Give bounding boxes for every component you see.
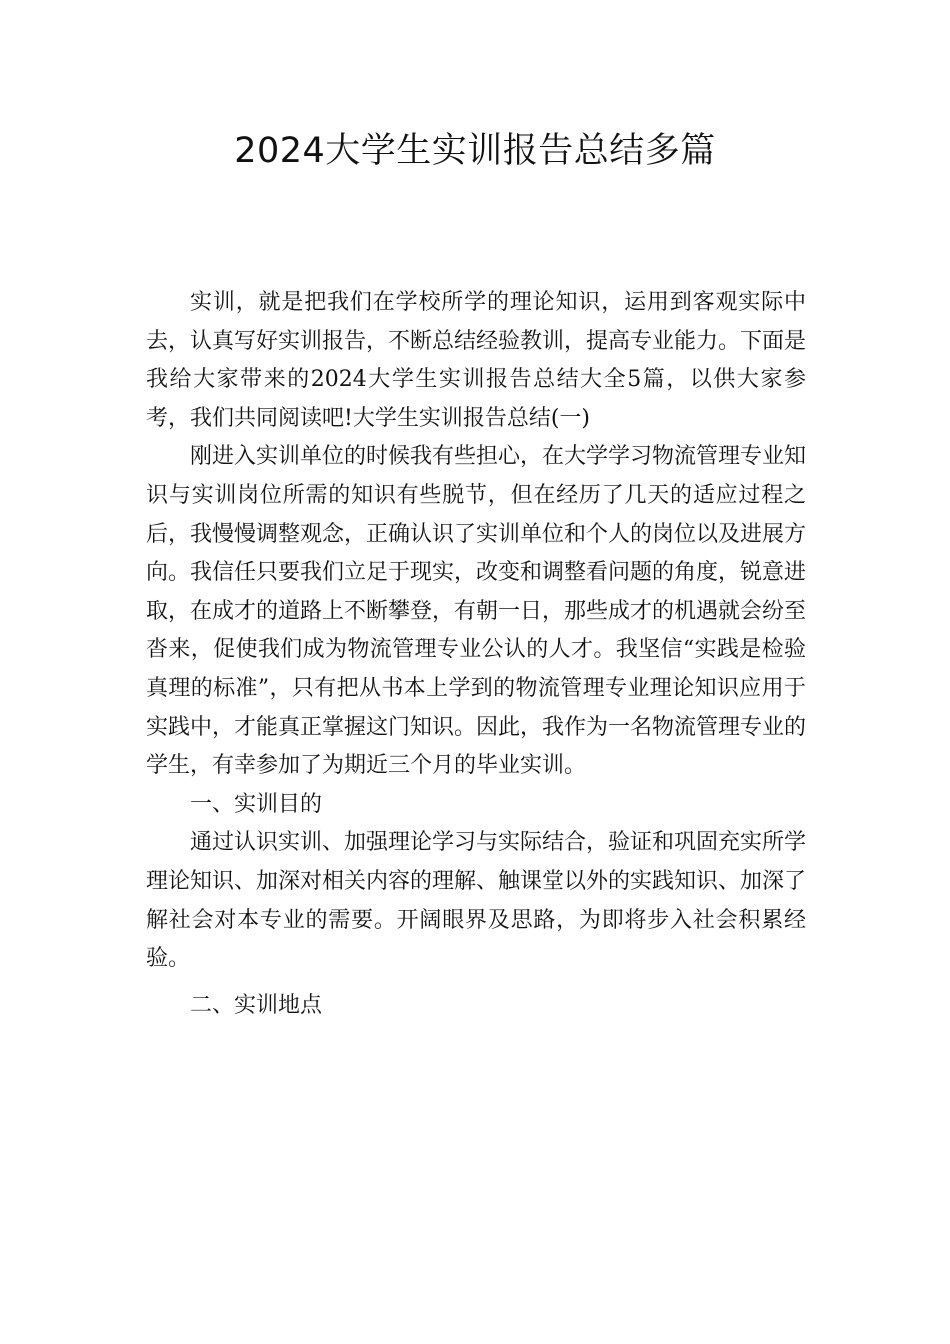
document-title: 2024大学生实训报告总结多篇 (234, 131, 716, 171)
document-body (146, 284, 806, 1025)
paragraph-intro: 实训，就是把我们在学校所学的理论知识，运用到客观实际中去，认真写好实训报告，不断总结经验教训，提高专业能力。下面是我给大家带来的2024大学生实训报告总结大全5篇，以供大家参考，我们共同阅读吧!大学生实训报告总结(一) (146, 290, 807, 431)
section-heading-purpose: 一、实训目的 (190, 791, 323, 817)
paragraph-gap (146, 979, 806, 987)
section-heading-location: 二、实训地点 (190, 992, 323, 1018)
paragraph-purpose: 通过认识实训、加强理论学习与实际结合，验证和巩固充实所学理论知识、加深对相关内容的理解、触课堂以外的实践知识、加深了解社会对本专业的需要。开阔眼界及思路，为即将步入社会积累经验。 (146, 830, 807, 972)
paragraph-experience: 刚进入实训单位的时候我有些担心，在大学学习物流管理专业知识与实训岗位所需的知识有些脱节，但在经历了几天的适应过程之后，我慢慢调整观念，正确认识了实训单位和个人的岗位以及进展方向。我信任只要我们立足于现实，改变和调整看问题的角度，锐意进取，在成才的道路上不断攀登，有朝一日，那些成才的机遇就会纷至沓来，促使我们成为物流管理专业公认的人才。我坚信“实践是检验真理的标准”，只有把从书本上学到的物流管理专业理论知识应用于实践中，才能真正掌握这门知识。因此，我作为一名物流管理专业的学生，有幸参加了为期近三个月的毕业实训。 (146, 444, 807, 779)
